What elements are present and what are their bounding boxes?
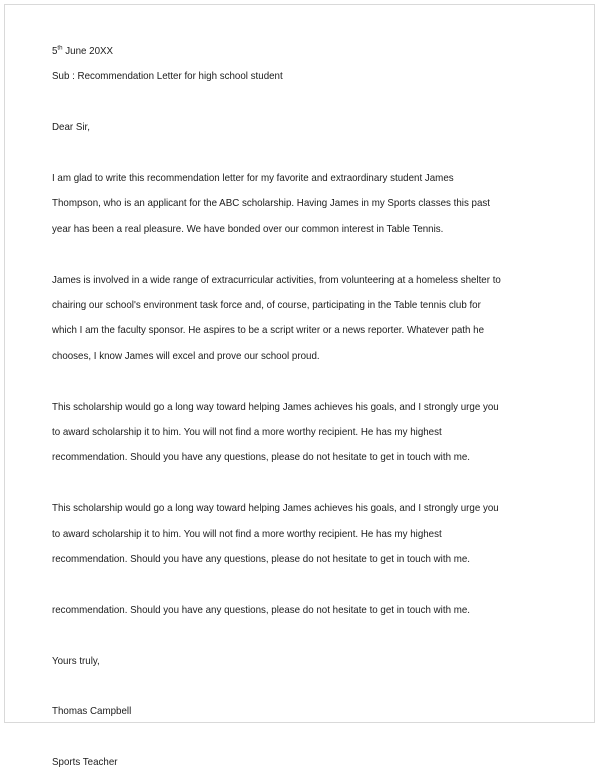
letter-closing bbox=[52, 649, 548, 776]
paragraph-line: This scholarship would go a long way toward helping James achieves his goals, and I strongly urge you bbox=[52, 502, 499, 515]
letter-body bbox=[52, 39, 548, 776]
letter-subject bbox=[52, 64, 548, 89]
spacer-after-signer-name bbox=[52, 725, 548, 750]
date-day-number: 5 bbox=[52, 45, 58, 57]
spacer-after-paragraph-4 bbox=[52, 572, 548, 597]
letter-paragraph-4 bbox=[52, 496, 548, 572]
paragraph-line: recommendation. Should you have any questions, please do not hesitate to get in touch with me. bbox=[52, 553, 470, 566]
paragraph-line: to award scholarship it to him. You will not find a more worthy recipient. He has my highest bbox=[52, 426, 442, 439]
letter-valediction bbox=[52, 649, 548, 674]
paragraph-line: chairing our school's environment task force and, of course, participating in the Table tennis club for bbox=[52, 299, 481, 312]
date-ordinal-suffix: th bbox=[57, 44, 63, 52]
letter-date bbox=[52, 39, 548, 64]
paragraph-line: which I am the faculty sponsor. He aspires to be a script writer or a news reporter. Whatever path he bbox=[52, 324, 485, 337]
spacer-after-paragraph-3 bbox=[52, 471, 548, 496]
date-rest: June 20XX bbox=[62, 45, 114, 57]
paragraph-line: chooses, I know James will excel and prove our school proud. bbox=[52, 349, 320, 362]
spacer-after-subject bbox=[52, 90, 548, 115]
valediction-text: Yours truly, bbox=[52, 654, 100, 667]
paragraph-line: This scholarship would go a long way toward helping James achieves his goals, and I strongly urge you bbox=[52, 400, 499, 413]
paragraph-line: recommendation. Should you have any questions, please do not hesitate to get in touch with me. bbox=[52, 451, 470, 464]
spacer-after-paragraph-2 bbox=[52, 369, 548, 394]
spacer-after-valediction bbox=[52, 674, 548, 699]
letter-salutation-text: Dear Sir, bbox=[52, 121, 90, 134]
letter-paragraph-2 bbox=[52, 268, 548, 370]
spacer-after-paragraph-5 bbox=[52, 623, 548, 648]
letter-salutation bbox=[52, 115, 548, 140]
letter-paragraph-5 bbox=[52, 598, 548, 623]
paragraph-line: recommendation. Should you have any questions, please do not hesitate to get in touch with me. bbox=[52, 603, 470, 616]
letter-paragraph-3 bbox=[52, 395, 548, 471]
letter-signer-title bbox=[52, 750, 548, 775]
paragraph-line: James is involved in a wide range of extracurricular activities, from volunteering at a homeless shelter to bbox=[52, 273, 501, 286]
letter-paragraph-1 bbox=[52, 166, 548, 242]
letter-signer-name bbox=[52, 699, 548, 724]
signer-name-text: Thomas Campbell bbox=[52, 705, 132, 718]
paragraph-line: Thompson, who is an applicant for the ABC scholarship. Having James in my Sports classes this past bbox=[52, 197, 491, 210]
spacer-after-paragraph-1 bbox=[52, 242, 548, 267]
paragraph-line: to award scholarship it to him. You will not find a more worthy recipient. He has my highest bbox=[52, 527, 442, 540]
signer-title-text: Sports Teacher bbox=[52, 756, 118, 769]
letter-subject-text: Sub : Recommendation Letter for high school student bbox=[52, 70, 283, 83]
paragraph-line: I am glad to write this recommendation letter for my favorite and extraordinary student James bbox=[52, 172, 454, 184]
spacer-after-salutation bbox=[52, 141, 548, 166]
letter-sheet bbox=[4, 4, 595, 769]
paragraph-line: year has been a real pleasure. We have bonded over our common interest in Table Tennis. bbox=[52, 222, 444, 235]
